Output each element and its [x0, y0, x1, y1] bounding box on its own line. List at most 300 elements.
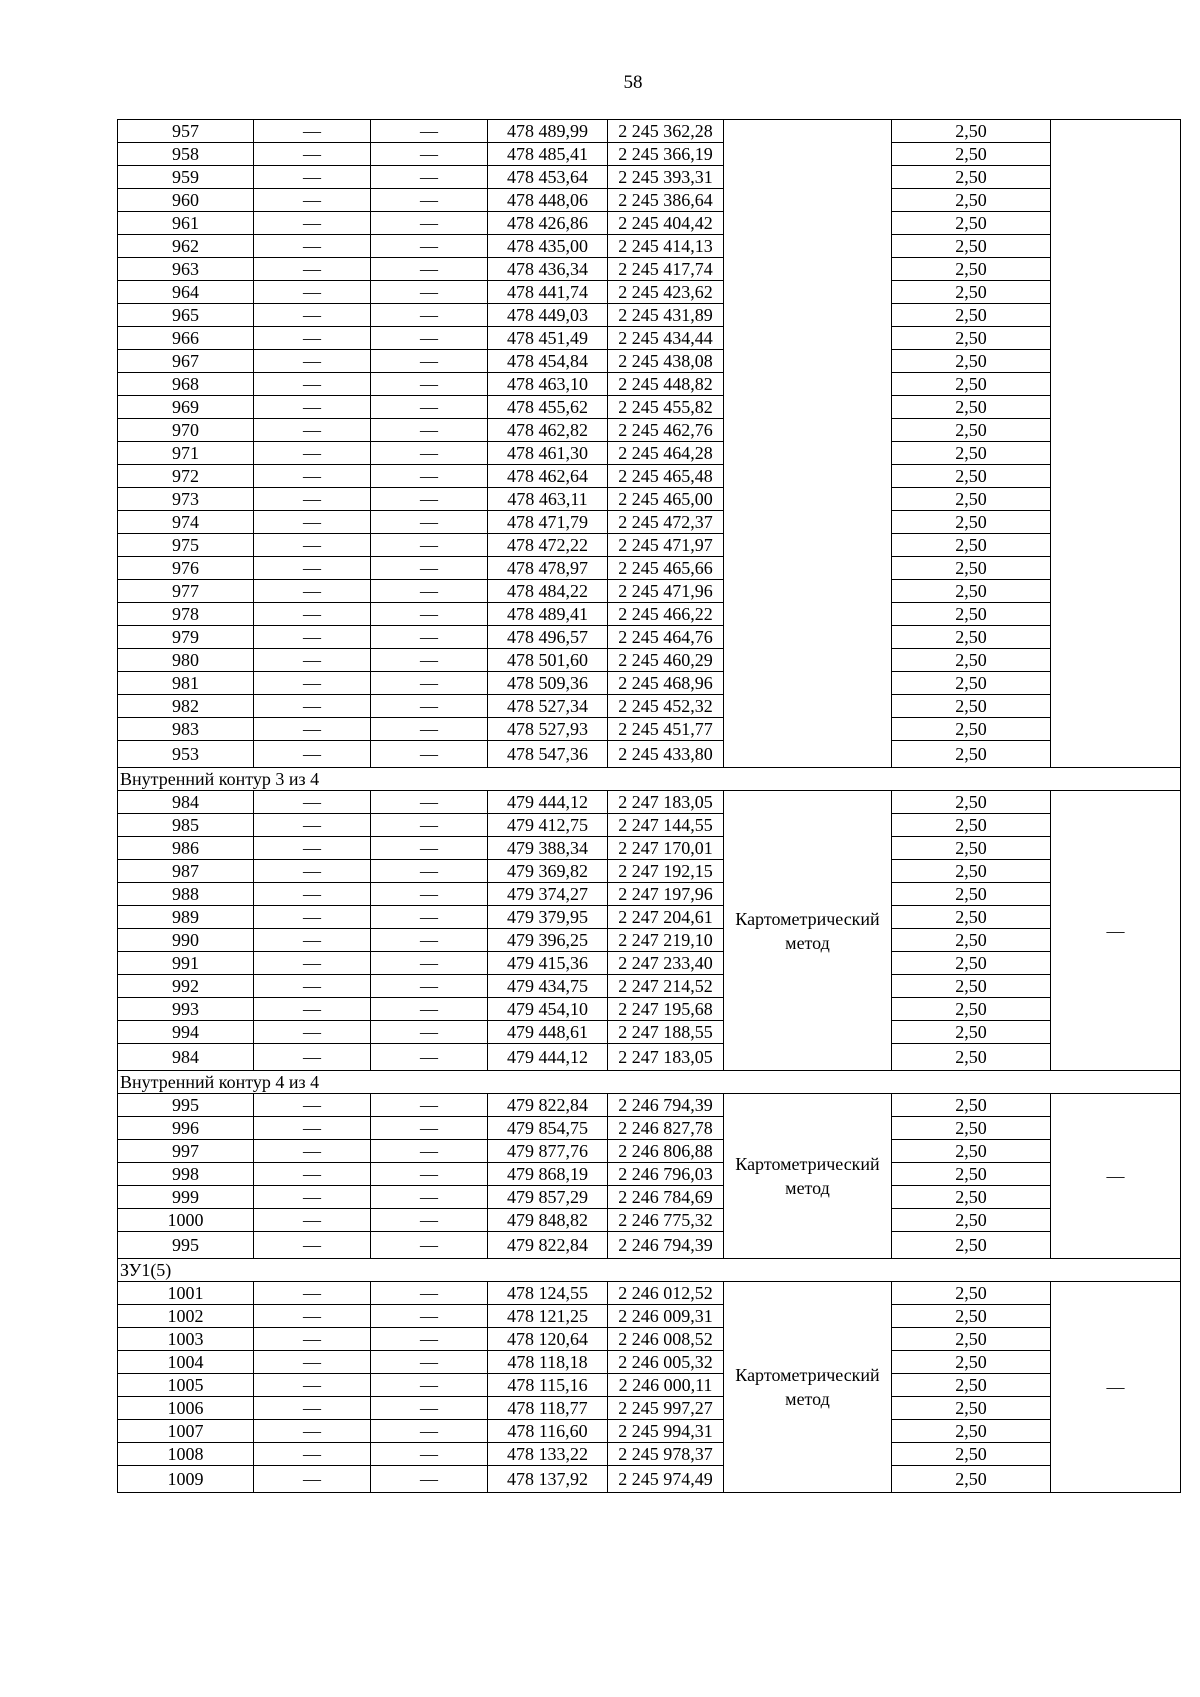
- accuracy-cell: 2,50: [892, 998, 1051, 1021]
- old-y-cell: —: [371, 1282, 488, 1305]
- y-coordinate-cell: 2 246 775,32: [608, 1209, 724, 1232]
- point-number-cell: 974: [118, 511, 254, 534]
- old-x-cell: —: [254, 649, 371, 672]
- old-y-cell: —: [371, 1044, 488, 1071]
- point-number-cell: 962: [118, 235, 254, 258]
- table-row: [118, 741, 1181, 768]
- y-coordinate-cell: 2 246 000,11: [608, 1374, 724, 1397]
- accuracy-cell: 2,50: [892, 557, 1051, 580]
- accuracy-cell: 2,50: [892, 1397, 1051, 1420]
- table-body: [118, 120, 1181, 1493]
- y-coordinate-cell: 2 246 009,31: [608, 1305, 724, 1328]
- table-row: [118, 626, 1181, 649]
- accuracy-cell: 2,50: [892, 534, 1051, 557]
- old-x-cell: —: [254, 1117, 371, 1140]
- point-number-cell: 960: [118, 189, 254, 212]
- x-coordinate-cell: 478 436,34: [488, 258, 608, 281]
- table-row: [118, 327, 1181, 350]
- point-number-cell: 967: [118, 350, 254, 373]
- x-coordinate-cell: 479 454,10: [488, 998, 608, 1021]
- accuracy-cell: 2,50: [892, 1140, 1051, 1163]
- x-coordinate-cell: 478 462,82: [488, 419, 608, 442]
- x-coordinate-cell: 479 848,82: [488, 1209, 608, 1232]
- old-x-cell: —: [254, 883, 371, 906]
- old-x-cell: —: [254, 166, 371, 189]
- point-number-cell: 978: [118, 603, 254, 626]
- y-coordinate-cell: 2 245 464,76: [608, 626, 724, 649]
- accuracy-cell: 2,50: [892, 212, 1051, 235]
- accuracy-cell: 2,50: [892, 1209, 1051, 1232]
- y-coordinate-cell: 2 246 005,32: [608, 1351, 724, 1374]
- old-y-cell: —: [371, 534, 488, 557]
- point-number-cell: 972: [118, 465, 254, 488]
- point-number-cell: 984: [118, 791, 254, 814]
- old-x-cell: —: [254, 929, 371, 952]
- table-row: [118, 120, 1181, 143]
- point-number-cell: 1006: [118, 1397, 254, 1420]
- old-x-cell: —: [254, 1443, 371, 1466]
- point-number-cell: 970: [118, 419, 254, 442]
- old-x-cell: —: [254, 235, 371, 258]
- old-y-cell: —: [371, 626, 488, 649]
- point-number-cell: 957: [118, 120, 254, 143]
- old-x-cell: —: [254, 258, 371, 281]
- accuracy-cell: 2,50: [892, 791, 1051, 814]
- accuracy-cell: 2,50: [892, 1351, 1051, 1374]
- point-number-cell: 973: [118, 488, 254, 511]
- accuracy-cell: 2,50: [892, 1328, 1051, 1351]
- y-coordinate-cell: 2 245 366,19: [608, 143, 724, 166]
- old-y-cell: —: [371, 603, 488, 626]
- accuracy-cell: 2,50: [892, 350, 1051, 373]
- old-y-cell: —: [371, 975, 488, 998]
- x-coordinate-cell: 478 115,16: [488, 1374, 608, 1397]
- accuracy-cell: 2,50: [892, 741, 1051, 768]
- accuracy-cell: 2,50: [892, 672, 1051, 695]
- section-title: ЗУ1(5): [118, 1259, 1181, 1282]
- y-coordinate-cell: 2 245 465,48: [608, 465, 724, 488]
- y-coordinate-cell: 2 245 448,82: [608, 373, 724, 396]
- y-coordinate-cell: 2 245 471,96: [608, 580, 724, 603]
- accuracy-cell: 2,50: [892, 166, 1051, 189]
- point-number-cell: 984: [118, 1044, 254, 1071]
- table-row: [118, 975, 1181, 998]
- point-number-cell: 988: [118, 883, 254, 906]
- point-number-cell: 965: [118, 304, 254, 327]
- point-number-cell: 981: [118, 672, 254, 695]
- table-row: [118, 166, 1181, 189]
- y-coordinate-cell: 2 245 433,80: [608, 741, 724, 768]
- table-row: [118, 695, 1181, 718]
- accuracy-cell: 2,50: [892, 603, 1051, 626]
- method-cell: Картометрический метод: [724, 1282, 892, 1493]
- old-y-cell: —: [371, 837, 488, 860]
- old-y-cell: —: [371, 1328, 488, 1351]
- accuracy-cell: 2,50: [892, 1466, 1051, 1493]
- table-row: [118, 814, 1181, 837]
- x-coordinate-cell: 478 527,93: [488, 718, 608, 741]
- x-coordinate-cell: 479 388,34: [488, 837, 608, 860]
- accuracy-cell: 2,50: [892, 1021, 1051, 1044]
- page-number: 58: [623, 72, 643, 93]
- table-row: [118, 929, 1181, 952]
- table-row: [118, 465, 1181, 488]
- point-number-cell: 995: [118, 1094, 254, 1117]
- point-number-cell: 976: [118, 557, 254, 580]
- old-x-cell: —: [254, 212, 371, 235]
- old-y-cell: —: [371, 488, 488, 511]
- table-row: [118, 1117, 1181, 1140]
- old-y-cell: —: [371, 1021, 488, 1044]
- y-coordinate-cell: 2 247 204,61: [608, 906, 724, 929]
- y-coordinate-cell: 2 247 219,10: [608, 929, 724, 952]
- description-cell: —: [1051, 791, 1181, 1071]
- old-x-cell: —: [254, 396, 371, 419]
- point-number-cell: 987: [118, 860, 254, 883]
- x-coordinate-cell: 479 868,19: [488, 1163, 608, 1186]
- accuracy-cell: 2,50: [892, 373, 1051, 396]
- x-coordinate-cell: 479 369,82: [488, 860, 608, 883]
- y-coordinate-cell: 2 245 471,97: [608, 534, 724, 557]
- y-coordinate-cell: 2 245 994,31: [608, 1420, 724, 1443]
- table-row: [118, 235, 1181, 258]
- point-number-cell: 997: [118, 1140, 254, 1163]
- point-number-cell: 1008: [118, 1443, 254, 1466]
- table-row: [118, 718, 1181, 741]
- point-number-cell: 966: [118, 327, 254, 350]
- accuracy-cell: 2,50: [892, 814, 1051, 837]
- y-coordinate-cell: 2 245 455,82: [608, 396, 724, 419]
- x-coordinate-cell: 479 415,36: [488, 952, 608, 975]
- old-x-cell: —: [254, 327, 371, 350]
- table-row: [118, 1232, 1181, 1259]
- accuracy-cell: 2,50: [892, 626, 1051, 649]
- y-coordinate-cell: 2 246 794,39: [608, 1232, 724, 1259]
- old-y-cell: —: [371, 350, 488, 373]
- y-coordinate-cell: 2 247 214,52: [608, 975, 724, 998]
- old-x-cell: —: [254, 419, 371, 442]
- old-x-cell: —: [254, 465, 371, 488]
- y-coordinate-cell: 2 245 423,62: [608, 281, 724, 304]
- x-coordinate-cell: 478 454,84: [488, 350, 608, 373]
- y-coordinate-cell: 2 246 008,52: [608, 1328, 724, 1351]
- y-coordinate-cell: 2 245 386,64: [608, 189, 724, 212]
- accuracy-cell: 2,50: [892, 488, 1051, 511]
- accuracy-cell: 2,50: [892, 1305, 1051, 1328]
- old-x-cell: —: [254, 1163, 371, 1186]
- accuracy-cell: 2,50: [892, 718, 1051, 741]
- accuracy-cell: 2,50: [892, 419, 1051, 442]
- point-number-cell: 986: [118, 837, 254, 860]
- x-coordinate-cell: 478 489,99: [488, 120, 608, 143]
- point-number-cell: 953: [118, 741, 254, 768]
- y-coordinate-cell: 2 245 451,77: [608, 718, 724, 741]
- table-row: [118, 304, 1181, 327]
- table-row: [118, 1021, 1181, 1044]
- accuracy-cell: 2,50: [892, 442, 1051, 465]
- table-row: [118, 258, 1181, 281]
- old-y-cell: —: [371, 741, 488, 768]
- accuracy-cell: 2,50: [892, 975, 1051, 998]
- x-coordinate-cell: 478 120,64: [488, 1328, 608, 1351]
- point-number-cell: 995: [118, 1232, 254, 1259]
- y-coordinate-cell: 2 246 794,39: [608, 1094, 724, 1117]
- table-row: [118, 557, 1181, 580]
- section-header-row: [118, 768, 1181, 791]
- accuracy-cell: 2,50: [892, 906, 1051, 929]
- x-coordinate-cell: 478 496,57: [488, 626, 608, 649]
- y-coordinate-cell: 2 245 414,13: [608, 235, 724, 258]
- y-coordinate-cell: 2 245 997,27: [608, 1397, 724, 1420]
- accuracy-cell: 2,50: [892, 143, 1051, 166]
- table-row: [118, 1044, 1181, 1071]
- accuracy-cell: 2,50: [892, 281, 1051, 304]
- y-coordinate-cell: 2 245 465,00: [608, 488, 724, 511]
- point-number-cell: 990: [118, 929, 254, 952]
- x-coordinate-cell: 479 448,61: [488, 1021, 608, 1044]
- accuracy-cell: 2,50: [892, 1186, 1051, 1209]
- table-row: [118, 1443, 1181, 1466]
- y-coordinate-cell: 2 247 192,15: [608, 860, 724, 883]
- x-coordinate-cell: 478 501,60: [488, 649, 608, 672]
- old-y-cell: —: [371, 860, 488, 883]
- point-number-cell: 964: [118, 281, 254, 304]
- y-coordinate-cell: 2 247 197,96: [608, 883, 724, 906]
- accuracy-cell: 2,50: [892, 695, 1051, 718]
- table-row: [118, 649, 1181, 672]
- accuracy-cell: 2,50: [892, 860, 1051, 883]
- x-coordinate-cell: 478 137,92: [488, 1466, 608, 1493]
- y-coordinate-cell: 2 246 806,88: [608, 1140, 724, 1163]
- table-row: [118, 1420, 1181, 1443]
- accuracy-cell: 2,50: [892, 304, 1051, 327]
- old-x-cell: —: [254, 1232, 371, 1259]
- table-row: [118, 1140, 1181, 1163]
- old-y-cell: —: [371, 1209, 488, 1232]
- x-coordinate-cell: 478 118,77: [488, 1397, 608, 1420]
- description-cell: —: [1051, 1282, 1181, 1493]
- old-y-cell: —: [371, 373, 488, 396]
- old-y-cell: —: [371, 1374, 488, 1397]
- y-coordinate-cell: 2 246 827,78: [608, 1117, 724, 1140]
- accuracy-cell: 2,50: [892, 1282, 1051, 1305]
- table-row: [118, 998, 1181, 1021]
- table-row: [118, 1466, 1181, 1493]
- y-coordinate-cell: 2 245 404,42: [608, 212, 724, 235]
- accuracy-cell: 2,50: [892, 189, 1051, 212]
- x-coordinate-cell: 478 463,11: [488, 488, 608, 511]
- old-x-cell: —: [254, 1305, 371, 1328]
- old-x-cell: —: [254, 534, 371, 557]
- accuracy-cell: 2,50: [892, 580, 1051, 603]
- point-number-cell: 1009: [118, 1466, 254, 1493]
- x-coordinate-cell: 479 396,25: [488, 929, 608, 952]
- old-y-cell: —: [371, 166, 488, 189]
- old-x-cell: —: [254, 695, 371, 718]
- x-coordinate-cell: 478 133,22: [488, 1443, 608, 1466]
- table-row: [118, 1163, 1181, 1186]
- table-row: [118, 883, 1181, 906]
- table-row: [118, 1094, 1181, 1117]
- old-y-cell: —: [371, 120, 488, 143]
- old-x-cell: —: [254, 952, 371, 975]
- old-y-cell: —: [371, 1420, 488, 1443]
- old-x-cell: —: [254, 557, 371, 580]
- x-coordinate-cell: 478 451,49: [488, 327, 608, 350]
- old-y-cell: —: [371, 419, 488, 442]
- accuracy-cell: 2,50: [892, 649, 1051, 672]
- old-y-cell: —: [371, 580, 488, 603]
- point-number-cell: 1007: [118, 1420, 254, 1443]
- x-coordinate-cell: 478 485,41: [488, 143, 608, 166]
- y-coordinate-cell: 2 245 417,74: [608, 258, 724, 281]
- point-number-cell: 963: [118, 258, 254, 281]
- y-coordinate-cell: 2 247 144,55: [608, 814, 724, 837]
- old-x-cell: —: [254, 488, 371, 511]
- table-row: [118, 534, 1181, 557]
- y-coordinate-cell: 2 245 472,37: [608, 511, 724, 534]
- x-coordinate-cell: 478 441,74: [488, 281, 608, 304]
- point-number-cell: 975: [118, 534, 254, 557]
- y-coordinate-cell: 2 245 465,66: [608, 557, 724, 580]
- y-coordinate-cell: 2 245 462,76: [608, 419, 724, 442]
- old-x-cell: —: [254, 1466, 371, 1493]
- section-header-row: [118, 1259, 1181, 1282]
- point-number-cell: 1001: [118, 1282, 254, 1305]
- old-x-cell: —: [254, 511, 371, 534]
- x-coordinate-cell: 478 489,41: [488, 603, 608, 626]
- y-coordinate-cell: 2 245 393,31: [608, 166, 724, 189]
- table-row: [118, 396, 1181, 419]
- old-y-cell: —: [371, 1117, 488, 1140]
- old-x-cell: —: [254, 442, 371, 465]
- x-coordinate-cell: 478 118,18: [488, 1351, 608, 1374]
- old-x-cell: —: [254, 281, 371, 304]
- x-coordinate-cell: 478 121,25: [488, 1305, 608, 1328]
- point-number-cell: 1000: [118, 1209, 254, 1232]
- x-coordinate-cell: 478 527,34: [488, 695, 608, 718]
- old-x-cell: —: [254, 1351, 371, 1374]
- table-row: [118, 952, 1181, 975]
- x-coordinate-cell: 479 434,75: [488, 975, 608, 998]
- old-y-cell: —: [371, 189, 488, 212]
- table-row: [118, 281, 1181, 304]
- old-y-cell: —: [371, 212, 488, 235]
- point-number-cell: 983: [118, 718, 254, 741]
- x-coordinate-cell: 478 463,10: [488, 373, 608, 396]
- table-row: [118, 212, 1181, 235]
- point-number-cell: 985: [118, 814, 254, 837]
- y-coordinate-cell: 2 247 183,05: [608, 791, 724, 814]
- y-coordinate-cell: 2 245 460,29: [608, 649, 724, 672]
- point-number-cell: 991: [118, 952, 254, 975]
- old-y-cell: —: [371, 143, 488, 166]
- accuracy-cell: 2,50: [892, 929, 1051, 952]
- method-cell: Картометрический метод: [724, 791, 892, 1071]
- x-coordinate-cell: 479 822,84: [488, 1232, 608, 1259]
- old-y-cell: —: [371, 281, 488, 304]
- old-y-cell: —: [371, 929, 488, 952]
- y-coordinate-cell: 2 245 974,49: [608, 1466, 724, 1493]
- table-row: [118, 511, 1181, 534]
- old-y-cell: —: [371, 1397, 488, 1420]
- table-row: [118, 488, 1181, 511]
- accuracy-cell: 2,50: [892, 327, 1051, 350]
- x-coordinate-cell: 479 822,84: [488, 1094, 608, 1117]
- accuracy-cell: 2,50: [892, 235, 1051, 258]
- table-row: [118, 189, 1181, 212]
- point-number-cell: 980: [118, 649, 254, 672]
- x-coordinate-cell: 479 854,75: [488, 1117, 608, 1140]
- old-x-cell: —: [254, 1209, 371, 1232]
- point-number-cell: 992: [118, 975, 254, 998]
- old-x-cell: —: [254, 1328, 371, 1351]
- point-number-cell: 993: [118, 998, 254, 1021]
- accuracy-cell: 2,50: [892, 1374, 1051, 1397]
- point-number-cell: 971: [118, 442, 254, 465]
- old-y-cell: —: [371, 1140, 488, 1163]
- x-coordinate-cell: 478 426,86: [488, 212, 608, 235]
- old-y-cell: —: [371, 258, 488, 281]
- x-coordinate-cell: 479 444,12: [488, 791, 608, 814]
- x-coordinate-cell: 478 455,62: [488, 396, 608, 419]
- accuracy-cell: 2,50: [892, 396, 1051, 419]
- y-coordinate-cell: 2 245 466,22: [608, 603, 724, 626]
- old-x-cell: —: [254, 1374, 371, 1397]
- point-number-cell: 998: [118, 1163, 254, 1186]
- old-y-cell: —: [371, 695, 488, 718]
- x-coordinate-cell: 479 374,27: [488, 883, 608, 906]
- x-coordinate-cell: 478 435,00: [488, 235, 608, 258]
- y-coordinate-cell: 2 246 784,69: [608, 1186, 724, 1209]
- table-row: [118, 1351, 1181, 1374]
- point-number-cell: 959: [118, 166, 254, 189]
- old-y-cell: —: [371, 557, 488, 580]
- accuracy-cell: 2,50: [892, 883, 1051, 906]
- point-number-cell: 994: [118, 1021, 254, 1044]
- x-coordinate-cell: 478 471,79: [488, 511, 608, 534]
- point-number-cell: 1003: [118, 1328, 254, 1351]
- x-coordinate-cell: 478 448,06: [488, 189, 608, 212]
- accuracy-cell: 2,50: [892, 1117, 1051, 1140]
- x-coordinate-cell: 479 412,75: [488, 814, 608, 837]
- accuracy-cell: 2,50: [892, 1163, 1051, 1186]
- table-row: [118, 143, 1181, 166]
- y-coordinate-cell: 2 245 362,28: [608, 120, 724, 143]
- point-number-cell: 958: [118, 143, 254, 166]
- old-x-cell: —: [254, 120, 371, 143]
- point-number-cell: 1005: [118, 1374, 254, 1397]
- old-x-cell: —: [254, 741, 371, 768]
- old-x-cell: —: [254, 1021, 371, 1044]
- point-number-cell: 999: [118, 1186, 254, 1209]
- point-number-cell: 968: [118, 373, 254, 396]
- x-coordinate-cell: 479 857,29: [488, 1186, 608, 1209]
- old-y-cell: —: [371, 883, 488, 906]
- y-coordinate-cell: 2 245 468,96: [608, 672, 724, 695]
- coordinates-table: [117, 119, 1181, 1493]
- table-row: [118, 350, 1181, 373]
- y-coordinate-cell: 2 245 431,89: [608, 304, 724, 327]
- x-coordinate-cell: 478 478,97: [488, 557, 608, 580]
- old-x-cell: —: [254, 603, 371, 626]
- table-row: [118, 791, 1181, 814]
- x-coordinate-cell: 478 461,30: [488, 442, 608, 465]
- y-coordinate-cell: 2 245 464,28: [608, 442, 724, 465]
- table-row: [118, 1209, 1181, 1232]
- point-number-cell: 1002: [118, 1305, 254, 1328]
- old-y-cell: —: [371, 442, 488, 465]
